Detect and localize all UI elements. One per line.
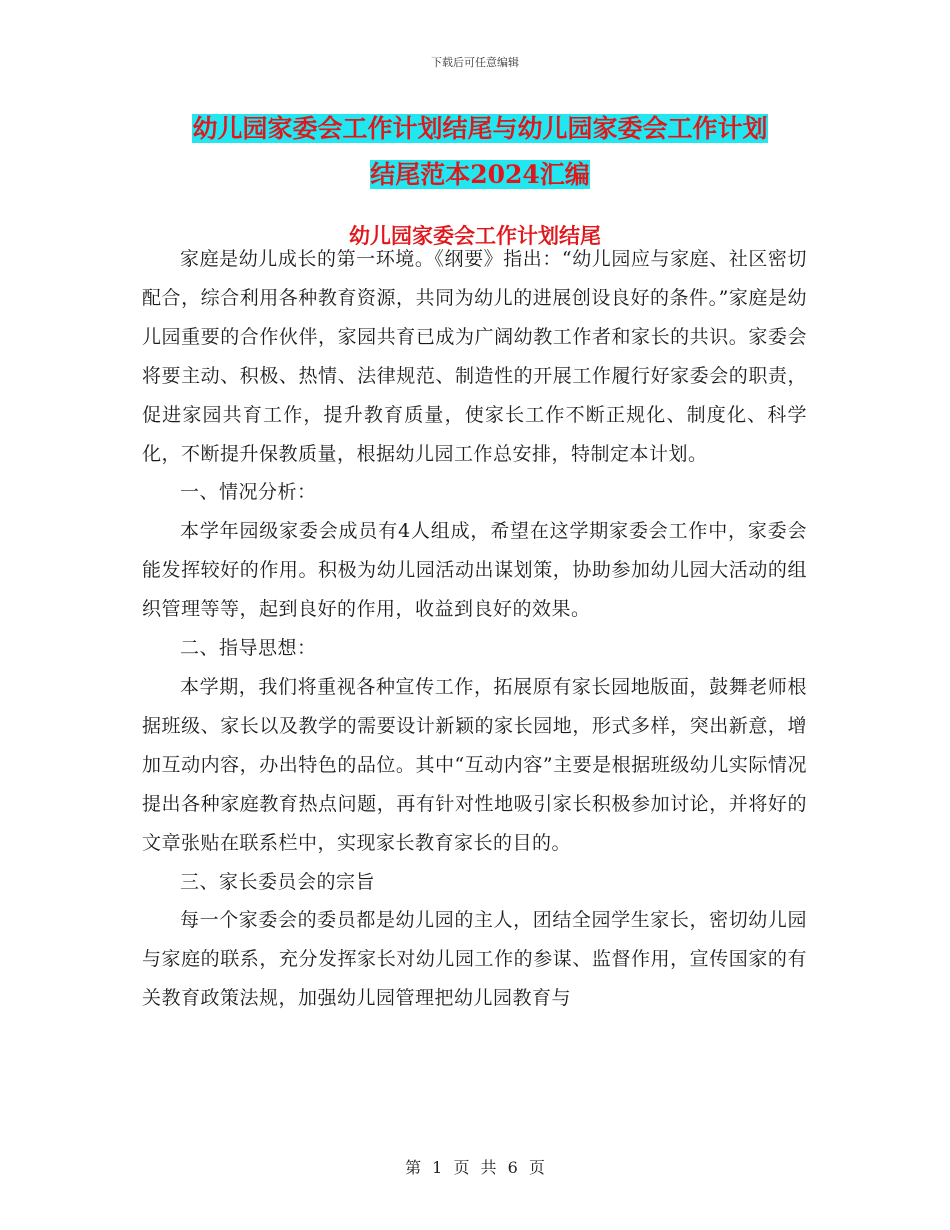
heading-guiding-ideology: 二、指导思想： [180,637,317,660]
heading-situation-analysis: 一、情况分析： [180,481,317,504]
page-header-note: 下载后可任意编辑 [431,56,519,69]
document-body [142,240,807,1018]
paragraph-purpose: 每一个家委会的委员都是幼儿园的主人，团结全园学生家长，密切幼儿园与家庭的联系，充分发挥家长对幼儿园工作的参谋、监督作用，宣传国家的有关教育政策法规，加强幼儿园管理把幼儿园教育与 [142,909,807,1010]
heading-committee-purpose: 三、家长委员会的宗旨 [180,870,376,893]
document-title [140,106,820,198]
document-title-line-1: 幼儿园家委会工作计划结尾与幼儿园家委会工作计划 [192,114,768,143]
document-title-line-2: 结尾范本2024汇编 [370,160,590,189]
paragraph-intro: 家庭是幼儿成长的第一环境。《纲要》指出：“幼儿园应与家庭、社区密切配合，综合利用各种教育资源，共同为幼儿的进展创设良好的条件。”家庭是幼儿园重要的合作伙伴，家园共育已成为广阔幼教工作者和家长的共识。家委会将要主动、积极、热情、法律规范、制造性的开展工作履行好家委会的职责，促进家园共育工作，提升教育质量，使家长工作不断正规化、制度化、科学化，不断提升保教质量，根据幼儿园工作总安排，特制定本计划。 [142,248,807,465]
paragraph-guiding: 本学期，我们将重视各种宣传工作，拓展原有家长园地版面，鼓舞老师根据班级、家长以及教学的需要设计新颖的家长园地，形式多样，突出新意，增加互动内容，办出特色的品位。其中“互动内容”主要是根据班级幼儿实际情况提出各种家庭教育热点问题，再有针对性地吸引家长积极参加讨论，并将好的文章张贴在联系栏中，实现家长教育家长的目的。 [142,675,807,854]
section-title: 幼儿园家委会工作计划结尾 [349,223,601,248]
page-number: 第 1 页 共 6 页 [405,1158,545,1177]
paragraph-situation: 本学年园级家委会成员有4人组成，希望在这学期家委会工作中，家委会能发挥较好的作用。积极为幼儿园活动出谋划策，协助参加幼儿园大活动的组织管理等等，起到良好的作用，收益到良好的效果。 [142,520,807,621]
